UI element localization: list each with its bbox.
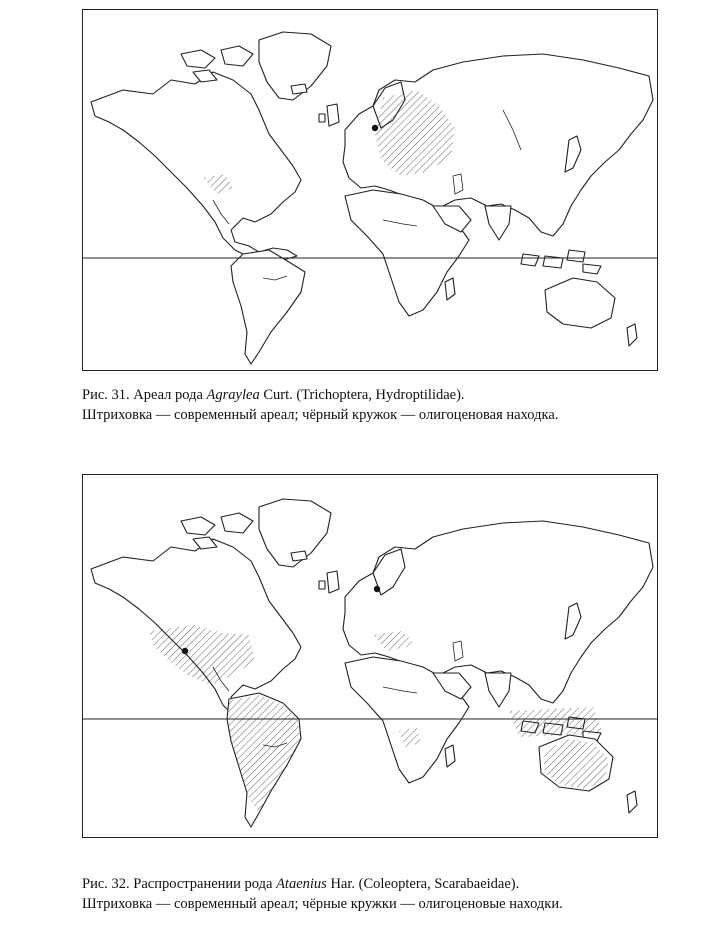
north-america <box>91 72 301 260</box>
fossil-find-dot-europe <box>374 586 380 592</box>
caspian <box>453 174 463 194</box>
caption-32-legend: Штриховка — современный ареал; чёрные кружки — олигоценовые находки. <box>82 896 563 912</box>
india <box>485 673 511 707</box>
british-isles <box>319 104 339 126</box>
indonesia <box>521 250 601 274</box>
new-zealand <box>627 324 637 346</box>
iceland <box>291 551 307 561</box>
madagascar <box>445 278 455 300</box>
iceland <box>291 84 307 94</box>
australia <box>545 278 615 328</box>
fossil-find-dot <box>372 125 378 131</box>
range-indonesia <box>509 707 603 737</box>
map-figure-31 <box>82 9 658 371</box>
caption-figure-32 <box>82 874 563 914</box>
genus-name-31: Agraylea <box>206 387 260 403</box>
caption-32-title: Рис. 32. Распространении рода Ataenius Har. (Coleoptera, Scarabaeidae). <box>82 876 520 892</box>
range-south-america <box>227 695 301 813</box>
genus-name-32: Ataenius <box>276 876 327 892</box>
world-map-32 <box>83 475 657 837</box>
fossil-find-dot-america <box>182 648 188 654</box>
caption-figure-31 <box>82 385 558 425</box>
world-map-31 <box>83 10 657 370</box>
map-figure-32 <box>82 474 658 838</box>
british-isles <box>319 571 339 593</box>
india <box>485 206 511 240</box>
madagascar <box>445 745 455 767</box>
south-america <box>231 250 305 364</box>
caption-31-title: Рис. 31. Ареал рода Agraylea Curt. (Trichoptera, Hydroptilidae). <box>82 387 465 403</box>
caspian <box>453 641 463 661</box>
caption-31-legend: Штриховка — современный ареал; чёрный кружок — олигоценовая находка. <box>82 407 559 423</box>
new-zealand <box>627 791 637 813</box>
